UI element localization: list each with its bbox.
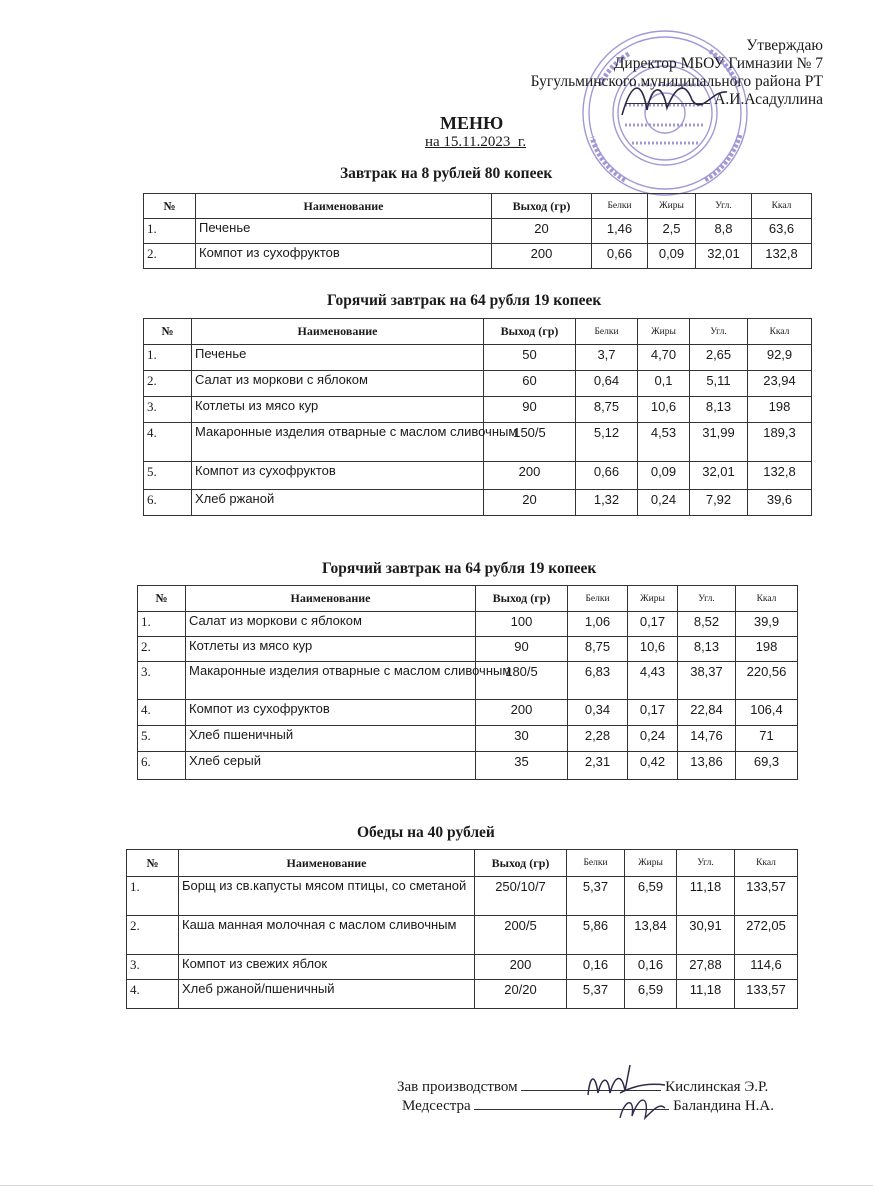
table-row <box>144 371 812 397</box>
table-row <box>138 700 798 726</box>
dish-kcal: 71 <box>736 726 798 752</box>
dish-output: 200 <box>492 244 592 269</box>
dish-fat: 10,6 <box>638 397 690 423</box>
dish-protein: 1,32 <box>576 490 638 516</box>
dish-kcal: 133,57 <box>735 980 798 1009</box>
dish-protein: 3,7 <box>576 345 638 371</box>
dish-kcal: 39,6 <box>748 490 812 516</box>
dish-name: Котлеты из мясо кур <box>192 397 484 423</box>
dish-carbs: 14,76 <box>678 726 736 752</box>
col-header-output: Выход (гр) <box>476 586 568 612</box>
table-row <box>138 662 798 700</box>
dish-protein: 1,46 <box>592 219 648 244</box>
dish-output: 200 <box>476 700 568 726</box>
col-header-name: Наименование <box>196 194 492 219</box>
row-number: 2. <box>138 637 186 662</box>
dish-carbs: 5,11 <box>690 371 748 397</box>
page-edge-line <box>0 1185 873 1186</box>
dish-name: Компот из сухофруктов <box>196 244 492 269</box>
col-header-no: № <box>138 586 186 612</box>
table-row <box>138 752 798 780</box>
dish-protein: 0,66 <box>576 462 638 490</box>
signature-role: Зав производством <box>397 1079 518 1095</box>
row-number: 1. <box>144 345 192 371</box>
dish-name: Салат из моркови с яблоком <box>186 612 476 637</box>
signature-name: Кислинская Э.Р. <box>665 1079 769 1095</box>
dish-kcal: 198 <box>748 397 812 423</box>
dish-kcal: 220,56 <box>736 662 798 700</box>
dish-protein: 0,34 <box>568 700 628 726</box>
dish-name: Борщ из св.капусты мясом птицы, со сметаной <box>179 877 475 916</box>
menu-table <box>143 193 812 269</box>
dish-carbs: 32,01 <box>690 462 748 490</box>
section-title: Завтрак на 8 рублей 80 копеек <box>340 165 553 182</box>
signature-role: Медсестра <box>402 1098 471 1114</box>
dish-protein: 8,75 <box>568 637 628 662</box>
dish-kcal: 133,57 <box>735 877 798 916</box>
menu-table <box>126 849 798 1009</box>
section-title: Обеды на 40 рублей <box>357 824 495 841</box>
dish-protein: 2,31 <box>568 752 628 780</box>
dish-fat: 0,09 <box>638 462 690 490</box>
col-header-protein: Белки <box>567 850 625 877</box>
col-header-fat: Жиры <box>628 586 678 612</box>
menu-date: на 15.11.2023_г. <box>425 134 527 150</box>
dish-kcal: 114,6 <box>735 955 798 980</box>
col-header-fat: Жиры <box>648 194 696 219</box>
col-header-kcal: Ккал <box>735 850 798 877</box>
dish-kcal: 63,6 <box>752 219 812 244</box>
dish-carbs: 11,18 <box>677 877 735 916</box>
dish-protein: 0,16 <box>567 955 625 980</box>
dish-carbs: 13,86 <box>678 752 736 780</box>
dish-protein: 0,66 <box>592 244 648 269</box>
dish-output: 200 <box>484 462 576 490</box>
row-number: 1. <box>138 612 186 637</box>
dish-output: 180/5 <box>476 662 568 700</box>
col-header-fat: Жиры <box>638 319 690 345</box>
row-number: 3. <box>144 397 192 423</box>
row-number: 1. <box>144 219 196 244</box>
dish-carbs: 8,8 <box>696 219 752 244</box>
table-row <box>144 219 812 244</box>
row-number: 1. <box>127 877 179 916</box>
row-number: 4. <box>127 980 179 1009</box>
dish-fat: 4,70 <box>638 345 690 371</box>
table-row <box>144 462 812 490</box>
dish-output: 20 <box>484 490 576 516</box>
director-name: А.И.Асадуллина <box>714 91 823 108</box>
dish-protein: 5,37 <box>567 980 625 1009</box>
dish-fat: 0,24 <box>638 490 690 516</box>
dish-carbs: 27,88 <box>677 955 735 980</box>
dish-protein: 8,75 <box>576 397 638 423</box>
signature-name: Баландина Н.А. <box>673 1098 775 1114</box>
table-row <box>144 397 812 423</box>
row-number: 4. <box>138 700 186 726</box>
dish-fat: 0,16 <box>625 955 677 980</box>
dish-fat: 4,53 <box>638 423 690 462</box>
col-header-kcal: Ккал <box>748 319 812 345</box>
col-header-fat: Жиры <box>625 850 677 877</box>
dish-fat: 4,43 <box>628 662 678 700</box>
dish-carbs: 31,99 <box>690 423 748 462</box>
approval-line: Бугульминского муниципального района РТ <box>530 73 823 90</box>
col-header-name: Наименование <box>192 319 484 345</box>
col-header-output: Выход (гр) <box>484 319 576 345</box>
col-header-carbs: Угл. <box>678 586 736 612</box>
dish-protein: 5,12 <box>576 423 638 462</box>
table-row <box>144 490 812 516</box>
table-row <box>144 244 812 269</box>
col-header-no: № <box>144 194 196 219</box>
dish-name: Макаронные изделия отварные с маслом сливочным <box>186 662 476 700</box>
dish-kcal: 189,3 <box>748 423 812 462</box>
menu-title: МЕНЮ <box>440 113 504 133</box>
dish-fat: 10,6 <box>628 637 678 662</box>
dish-name: Каша манная молочная с маслом сливочным <box>179 916 475 955</box>
table-row <box>127 980 798 1009</box>
dish-output: 250/10/7 <box>475 877 567 916</box>
dish-output: 200 <box>475 955 567 980</box>
dish-kcal: 132,8 <box>752 244 812 269</box>
dish-protein: 5,37 <box>567 877 625 916</box>
dish-output: 50 <box>484 345 576 371</box>
dish-kcal: 39,9 <box>736 612 798 637</box>
dish-name: Компот из сухофруктов <box>192 462 484 490</box>
row-number: 5. <box>144 462 192 490</box>
col-header-protein: Белки <box>568 586 628 612</box>
row-number: 5. <box>138 726 186 752</box>
dish-name: Компот из сухофруктов <box>186 700 476 726</box>
dish-output: 35 <box>476 752 568 780</box>
menu-table <box>137 585 798 780</box>
col-header-carbs: Угл. <box>677 850 735 877</box>
row-number: 3. <box>127 955 179 980</box>
dish-fat: 0,1 <box>638 371 690 397</box>
dish-kcal: 272,05 <box>735 916 798 955</box>
dish-protein: 6,83 <box>568 662 628 700</box>
menu-table <box>143 318 812 516</box>
dish-fat: 0,17 <box>628 700 678 726</box>
dish-output: 30 <box>476 726 568 752</box>
dish-output: 150/5 <box>484 423 576 462</box>
dish-fat: 13,84 <box>625 916 677 955</box>
dish-carbs: 38,37 <box>678 662 736 700</box>
dish-output: 20/20 <box>475 980 567 1009</box>
section-title: Горячий завтрак на 64 рубля 19 копеек <box>322 560 597 577</box>
table-row <box>138 637 798 662</box>
row-number: 2. <box>144 244 196 269</box>
table-row <box>138 612 798 637</box>
dish-fat: 6,59 <box>625 877 677 916</box>
dish-name: Печенье <box>196 219 492 244</box>
dish-output: 20 <box>492 219 592 244</box>
dish-carbs: 11,18 <box>677 980 735 1009</box>
section-title: Горячий завтрак на 64 рубля 19 копеек <box>327 292 602 309</box>
table-row <box>138 726 798 752</box>
dish-fat: 0,42 <box>628 752 678 780</box>
approval-line: Директор МБОУ Гимназии № 7 <box>613 55 823 72</box>
dish-protein: 1,06 <box>568 612 628 637</box>
dish-output: 60 <box>484 371 576 397</box>
dish-protein: 5,86 <box>567 916 625 955</box>
col-header-carbs: Угл. <box>696 194 752 219</box>
col-header-no: № <box>144 319 192 345</box>
dish-carbs: 22,84 <box>678 700 736 726</box>
dish-name: Хлеб ржаной/пшеничный <box>179 980 475 1009</box>
dish-name: Хлеб ржаной <box>192 490 484 516</box>
table-row <box>144 423 812 462</box>
col-header-output: Выход (гр) <box>492 194 592 219</box>
dish-name: Хлеб пшеничный <box>186 726 476 752</box>
dish-carbs: 8,13 <box>690 397 748 423</box>
col-header-output: Выход (гр) <box>475 850 567 877</box>
dish-name: Печенье <box>192 345 484 371</box>
director-signature <box>612 70 732 130</box>
dish-fat: 0,17 <box>628 612 678 637</box>
row-number: 6. <box>144 490 192 516</box>
col-header-name: Наименование <box>179 850 475 877</box>
dish-output: 90 <box>476 637 568 662</box>
dish-fat: 0,09 <box>648 244 696 269</box>
row-number: 4. <box>144 423 192 462</box>
dish-carbs: 30,91 <box>677 916 735 955</box>
dish-name: Хлеб серый <box>186 752 476 780</box>
dish-fat: 2,5 <box>648 219 696 244</box>
table-row <box>144 345 812 371</box>
col-header-protein: Белки <box>592 194 648 219</box>
dish-protein: 0,64 <box>576 371 638 397</box>
approval-line: Утверждаю <box>746 37 823 54</box>
dish-output: 90 <box>484 397 576 423</box>
col-header-name: Наименование <box>186 586 476 612</box>
row-number: 6. <box>138 752 186 780</box>
col-header-carbs: Угл. <box>690 319 748 345</box>
table-row <box>127 877 798 916</box>
dish-carbs: 2,65 <box>690 345 748 371</box>
dish-name: Компот из свежих яблок <box>179 955 475 980</box>
dish-carbs: 7,92 <box>690 490 748 516</box>
row-number: 2. <box>144 371 192 397</box>
row-number: 3. <box>138 662 186 700</box>
col-header-kcal: Ккал <box>736 586 798 612</box>
dish-fat: 6,59 <box>625 980 677 1009</box>
col-header-no: № <box>127 850 179 877</box>
dish-carbs: 8,13 <box>678 637 736 662</box>
dish-name: Котлеты из мясо кур <box>186 637 476 662</box>
dish-output: 100 <box>476 612 568 637</box>
dish-protein: 2,28 <box>568 726 628 752</box>
dish-carbs: 32,01 <box>696 244 752 269</box>
dish-name: Макаронные изделия отварные с маслом сливочным <box>192 423 484 462</box>
dish-kcal: 198 <box>736 637 798 662</box>
nurse-signature <box>610 1088 670 1128</box>
dish-carbs: 8,52 <box>678 612 736 637</box>
col-header-kcal: Ккал <box>752 194 812 219</box>
table-row <box>127 955 798 980</box>
dish-kcal: 69,3 <box>736 752 798 780</box>
dish-kcal: 132,8 <box>748 462 812 490</box>
dish-kcal: 23,94 <box>748 371 812 397</box>
dish-kcal: 106,4 <box>736 700 798 726</box>
row-number: 2. <box>127 916 179 955</box>
table-row <box>127 916 798 955</box>
dish-fat: 0,24 <box>628 726 678 752</box>
col-header-protein: Белки <box>576 319 638 345</box>
dish-output: 200/5 <box>475 916 567 955</box>
dish-kcal: 92,9 <box>748 345 812 371</box>
dish-name: Салат из моркови с яблоком <box>192 371 484 397</box>
